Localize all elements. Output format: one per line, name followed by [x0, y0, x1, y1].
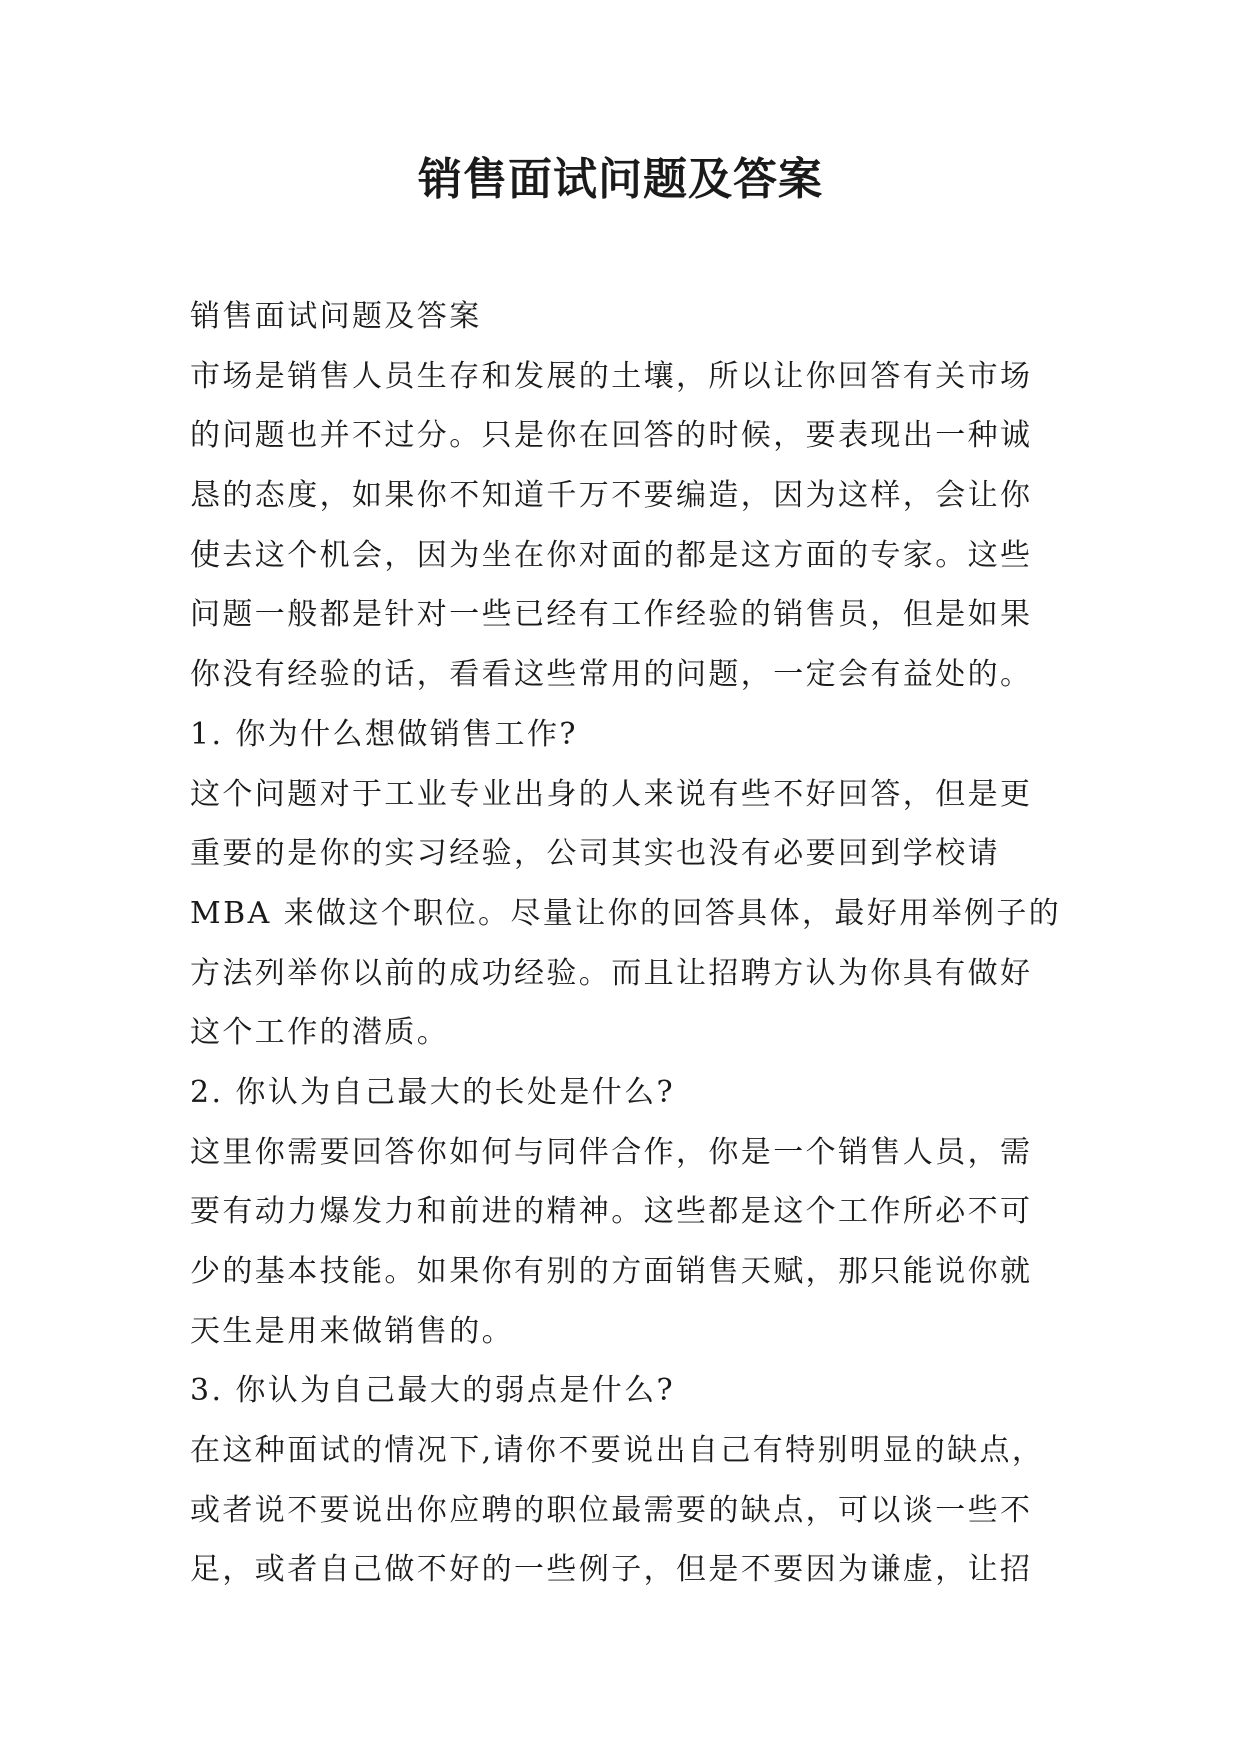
question-heading-3: 3. 你认为自己最大的弱点是什么? [190, 1373, 676, 1409]
body-line: 这个工作的潜质。 [190, 1015, 450, 1051]
document-title: 销售面试问题及答案 [418, 154, 823, 205]
body-line: 天生是用来做销售的。 [190, 1313, 514, 1349]
body-line: 这里你需要回答你如何与同伴合作，你是一个销售人员，需 [190, 1134, 1033, 1170]
body-line: 方法列举你以前的成功经验。而且让招聘方认为你具有做好 [190, 955, 1033, 991]
body-line: 重要的是你的实习经验，公司其实也没有必要回到学校请 [190, 836, 1000, 872]
body-line: 这个问题对于工业专业出身的人来说有些不好回答，但是更 [190, 776, 1033, 812]
body-line: 或者说不要说出你应聘的职位最需要的缺点，可以谈一些不 [190, 1492, 1033, 1528]
question-heading-2: 2. 你认为自己最大的长处是什么? [190, 1074, 676, 1110]
body-line: 使去这个机会，因为坐在你对面的都是这方面的专家。这些 [190, 537, 1033, 573]
body-line: 销售面试问题及答案 [190, 299, 482, 334]
body-line: 足，或者自己做不好的一些例子，但是不要因为谦虚，让招 [190, 1552, 1033, 1588]
body-line: 少的基本技能。如果你有别的方面销售天赋，那只能说你就 [190, 1254, 1033, 1289]
body-line: 恳的态度，如果你不知道千万不要编造，因为这样，会让你 [190, 478, 1033, 514]
body-line: 市场是销售人员生存和发展的土壤，所以让你回答有关市场 [190, 358, 1033, 394]
body-line: 在这种面试的情况下,请你不要说出自己有特别明显的缺点， [190, 1433, 1045, 1469]
body-line: MBA 来做这个职位。尽量让你的回答具体，最好用举例子的 [190, 895, 1062, 931]
body-line: 问题一般都是针对一些已经有工作经验的销售员，但是如果 [190, 597, 1033, 633]
question-heading-1: 1. 你为什么想做销售工作? [190, 716, 578, 752]
body-line: 你没有经验的话，看看这些常用的问题，一定会有益处的。 [190, 657, 1033, 693]
document-body [190, 287, 1070, 1600]
body-line: 要有动力爆发力和前进的精神。这些都是这个工作所必不可 [190, 1194, 1033, 1230]
body-line: 的问题也并不过分。只是你在回答的时候，要表现出一种诚 [190, 418, 1033, 454]
